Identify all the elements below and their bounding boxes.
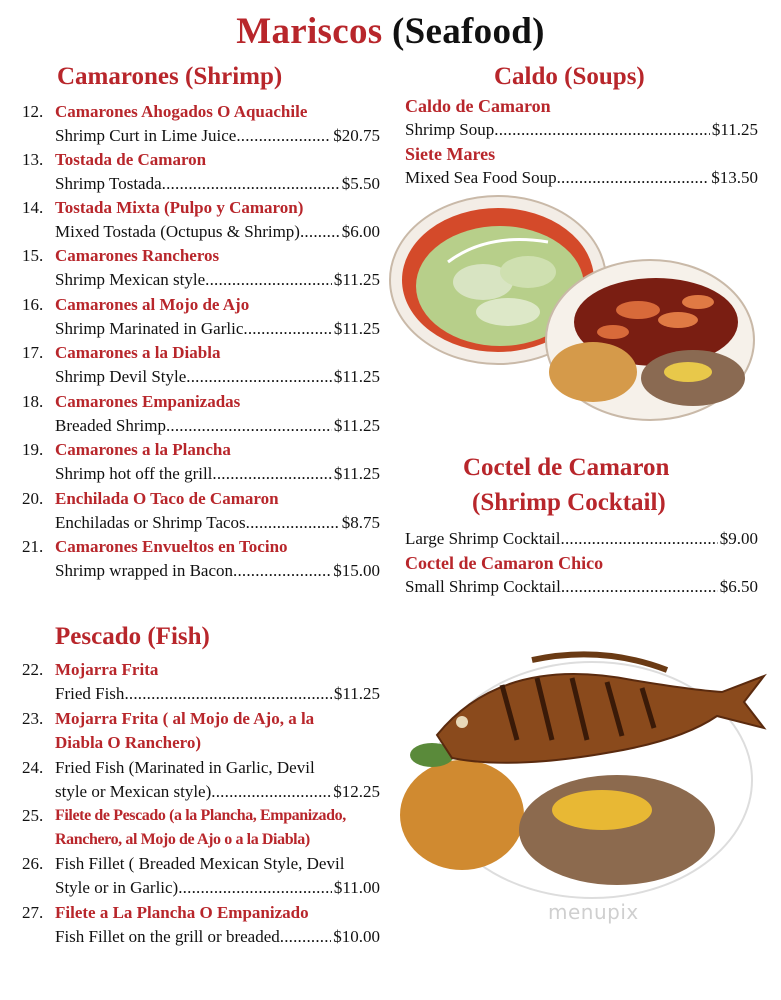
item-desc: Shrimp Marinated in Garlic xyxy=(55,319,244,338)
menu-item xyxy=(22,756,380,804)
menu-item xyxy=(22,658,380,706)
watermark: menupix xyxy=(548,900,639,924)
item-name: Camarones Ahogados O Aquachile xyxy=(55,102,308,121)
item-price: $11.25 xyxy=(333,684,380,703)
item-price: $9.00 xyxy=(719,529,758,548)
cocktail-heading-line1: Coctel de Camaron xyxy=(463,454,670,481)
item-number: 17. xyxy=(22,343,44,362)
item-name: Filete de Pescado (a la Plancha, Empanizado, xyxy=(55,807,346,824)
item-desc: Breaded Shrimp xyxy=(55,416,166,435)
item-number: 21. xyxy=(22,537,44,556)
item-desc: Fried Fish (Marinated in Garlic, Devil xyxy=(55,758,315,777)
shrimp-heading: Camarones (Shrimp) xyxy=(57,63,283,90)
menu-item xyxy=(22,535,380,583)
item-name: Camarones Rancheros xyxy=(55,246,220,265)
item-name-cont: Diabla O Ranchero) xyxy=(55,733,202,752)
item-name: Camarones al Mojo de Ajo xyxy=(55,295,250,314)
item-desc: Fried Fish xyxy=(55,684,125,703)
item-name-cont: Ranchero, al Mojo de Ajo o a la Diabla) xyxy=(55,831,310,848)
item-name: Camarones a la Diabla xyxy=(55,343,221,362)
item-price: $11.25 xyxy=(333,416,380,435)
item-price: $20.75 xyxy=(333,126,380,145)
item-desc: Shrimp Tostada xyxy=(55,174,162,193)
item-price: $11.25 xyxy=(333,319,380,338)
item-price: $12.25 xyxy=(333,782,380,801)
item-name: Coctel de Camaron Chico xyxy=(405,553,604,573)
fish-heading: Pescado (Fish) xyxy=(55,623,210,650)
item-desc: Shrimp Curt in Lime Juice xyxy=(55,126,237,145)
menu-item xyxy=(22,901,380,949)
item-desc: Shrimp Soup xyxy=(405,120,495,139)
title-sub: (Seafood) xyxy=(392,11,545,52)
item-desc: Mixed Sea Food Soup xyxy=(405,168,557,187)
item-number: 12. xyxy=(22,102,44,121)
menu-item xyxy=(22,196,380,244)
cocktail-heading-line2: (Shrimp Cocktail) xyxy=(472,489,666,516)
item-desc: Large Shrimp Cocktail xyxy=(405,529,561,548)
item-desc: Fish Fillet ( Breaded Mexican Style, Devil xyxy=(55,854,345,873)
item-number: 22. xyxy=(22,660,44,679)
menu-item xyxy=(22,804,380,852)
item-price: $8.75 xyxy=(341,513,380,532)
menu-item xyxy=(22,438,380,486)
item-number: 27. xyxy=(22,903,44,922)
item-number: 19. xyxy=(22,440,44,459)
item-name: Caldo de Camaron xyxy=(405,96,551,116)
item-name: Filete a La Plancha O Empanizado xyxy=(55,903,309,922)
item-number: 14. xyxy=(22,198,44,217)
item-price: $5.50 xyxy=(341,174,380,193)
menu-item xyxy=(22,293,380,341)
title-main: Mariscos xyxy=(236,11,383,52)
menu-item xyxy=(22,100,380,148)
item-desc: Shrimp wrapped in Bacon xyxy=(55,561,233,580)
item-desc: Enchiladas or Shrimp Tacos xyxy=(55,513,246,532)
item-desc-cont: Style or in Garlic) xyxy=(55,878,179,897)
item-name: Mojarra Frita xyxy=(55,660,159,679)
item-name: Tostada Mixta (Pulpo y Camaron) xyxy=(55,198,304,217)
menu-item xyxy=(22,852,380,900)
menu-item xyxy=(405,551,758,599)
item-number: 24. xyxy=(22,758,44,777)
item-price: $15.00 xyxy=(333,561,380,580)
item-price: $6.00 xyxy=(341,222,380,241)
item-name: Mojarra Frita ( al Mojo de Ajo, a la xyxy=(55,709,315,728)
item-price: $10.00 xyxy=(333,927,380,946)
item-desc: Fish Fillet on the grill or breaded xyxy=(55,927,280,946)
menu-item xyxy=(22,707,380,755)
page-title xyxy=(0,10,781,53)
menu-item xyxy=(22,148,380,196)
menu-item xyxy=(22,487,380,535)
item-desc: Shrimp hot off the grill xyxy=(55,464,213,483)
menu-item xyxy=(22,244,380,292)
item-price: $6.50 xyxy=(719,577,758,596)
item-desc: Shrimp Mexican style xyxy=(55,270,206,289)
menu-item xyxy=(22,341,380,389)
menu-item xyxy=(405,527,758,551)
fried-fish-plate-photo xyxy=(392,640,767,905)
item-name: Camarones Envueltos en Tocino xyxy=(55,537,288,556)
item-number: 15. xyxy=(22,246,44,265)
item-price: $11.25 xyxy=(711,120,758,139)
item-price: $11.00 xyxy=(333,878,380,897)
menu-item xyxy=(405,94,758,142)
item-desc-cont: style or Mexican style) xyxy=(55,782,212,801)
item-number: 20. xyxy=(22,489,44,508)
item-desc: Shrimp Devil Style xyxy=(55,367,187,386)
menu-item xyxy=(405,142,758,190)
item-name: Enchilada O Taco de Camaron xyxy=(55,489,279,508)
item-number: 25. xyxy=(22,806,44,825)
item-number: 26. xyxy=(22,854,44,873)
item-desc: Mixed Tostada (Octupus & Shrimp) xyxy=(55,222,300,241)
soups-heading: Caldo (Soups) xyxy=(494,63,645,90)
item-name: Camarones Empanizadas xyxy=(55,392,241,411)
item-name: Siete Mares xyxy=(405,144,496,164)
item-price: $11.25 xyxy=(333,367,380,386)
item-price: $11.25 xyxy=(333,464,380,483)
item-name: Tostada de Camaron xyxy=(55,150,207,169)
item-number: 13. xyxy=(22,150,44,169)
item-price: $11.25 xyxy=(333,270,380,289)
item-number: 23. xyxy=(22,709,44,728)
soup-plate-photo xyxy=(388,192,758,424)
item-desc: Small Shrimp Cocktail xyxy=(405,577,561,596)
menu-item xyxy=(22,390,380,438)
item-price: $13.50 xyxy=(711,168,758,187)
item-name: Camarones a la Plancha xyxy=(55,440,231,459)
item-number: 16. xyxy=(22,295,44,314)
item-number: 18. xyxy=(22,392,44,411)
